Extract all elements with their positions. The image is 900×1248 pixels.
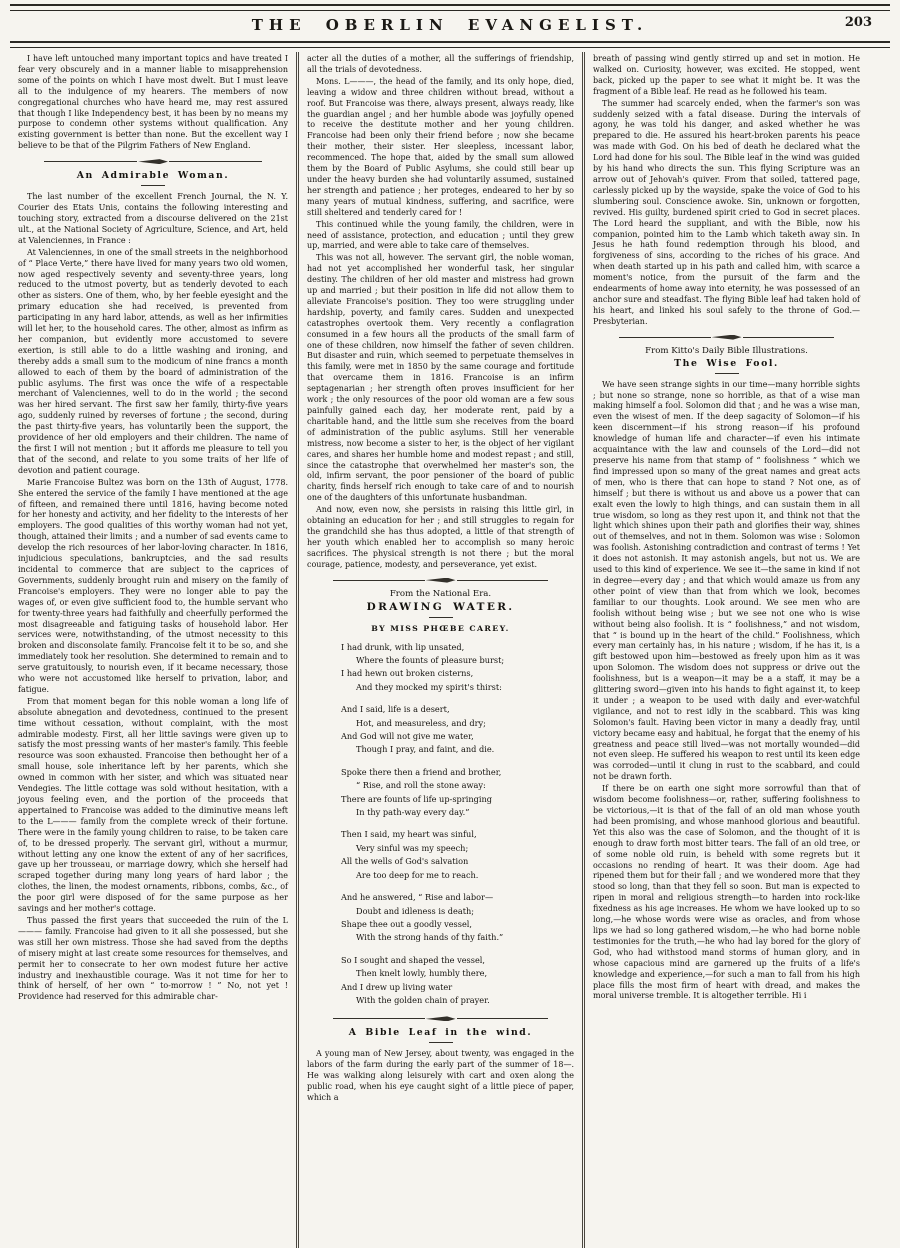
poem-line: Shape thee out a goodly vessel, [341,918,473,929]
title-rule [429,1042,453,1043]
poem-stanza [341,766,574,820]
article-paragraph: The last number of the excellent French Journal, the N. Y. Courier des Etats Unis, contains the following interesting and touching story, extracted from a discourse delivered on the 21st ult., at the National Society of Agriculture, Science, and Art, held at Valenciennes, in France : [18,192,288,245]
divider-line [457,1018,549,1019]
poem-line: With the strong hands of thy faith.” [356,932,504,943]
poem-line: I had hewn out broken cisterns, [341,668,474,679]
poem-line: Hot, and measureless, and dry; [356,717,486,728]
poem-line: In thy path-way every day.” [356,807,470,818]
article-paragraph: And now, even now, she persists in raising this little girl, in obtaining an education for her ; and still struggles to regain for the grandchild she has thus adopted, a little of that strength of her youth which enabled her to accomplish so many heroic sacrifices. The physical strength is not there ; but the moral courage, patience, modesty, and perseverance, yet exist. [307,505,574,569]
poem-line: Then I said, my heart was sinful, [341,829,477,840]
column-2 [296,52,582,1248]
poem-line: So I sought and shaped the vessel, [341,954,486,965]
poem-line: Are too deep for me to reach. [356,869,479,880]
column-layout [10,52,890,1248]
article-paragraph: At Valenciennes, in one of the small streets in the neighborhood of “ Place Verte,” there have lived for many years two old women, now aged respectively seventy and seventy-three years, long reduced to the utmost poverty, but as tenderly devoted to each other as sisters. One of them, who, by her feeble eyesight and the primary education she had received, is prevented from participating in any hard labor, attends, as well as her infirmities will let her, to the household cares. The other, almost as infirm as her companion, but evidently more accustomed to severe exertion, is still able to do a little washing and ironing, and thereby adds a small sum to the modicum of nine francs a month allowed to each of them by the board of administration of the public asylums. The first was once the wife of a respectable merchant of Valenciennes, well to do in the world ; the second was her hired servant. The first saw her family, thirty-five years ago, suddenly ruined by reverses of fortune ; the second, during the past thirty-five years, has voluntarily been the support, the providence of her old employers and their children. The name of the first I will not mention ; but it affords me pleasure to tell you that of the second, and relate to you some traits of her life of devotion and patient courage. [18,247,288,475]
article-paragraph-continuation: acter all the duties of a mother, all the sufferings of friendship, all the trials of devotedness. [307,54,574,74]
divider-line [619,337,711,338]
article-paragraph: A young man of New Jersey, about twenty, was engaged in the labors of the farm during the early part of the summer of 18—. He was walking along leisurely with cart and oxen along the public road, when his eye caught sight of a little piece of paper, which a [307,1049,574,1102]
article-paragraph: Marie Francoise Bultez was born on the 13th of August, 1778. She entered the service of the family I have mentioned at the age of fifteen, and remained there until 1816, having become noted for her honesty and activity, and her fidelity to the interests of her employers. The good qualities of this worthy woman had not yet, though, attained their limits ; and a number of sad events came to develop the rich resources of her labor-loving character. In 1816, injudicious speculations, bankruptcies, and the sad results incidental to commerce that are subject to the caprices of Governments, suddenly brought ruin and misery on the family of Francoise's employers. They were no longer able to pay the wages of, or even give sufficient food to, the humble servant who for twenty-three years had faithfully and cheerfully performed the most disagreeable and fatiguing tasks of household labor. Her services were, notwithstanding, of the utmost necessity to this broken and disconsolate family. Francoise felt it to be so, and she immediately took her resolution. She determined to remain and to serve gratuitously, to nourish even, if it became necessary, those who were not accustomed like herself to privation, labor, and fatigue. [18,477,288,694]
divider-line [333,1018,425,1019]
poem-stanza [341,828,574,882]
poem-line: Then knelt lowly, humbly there, [356,968,488,979]
masthead-bottom-rule [10,41,890,48]
poem-line: I had drunk, with lip unsated, [341,641,465,652]
poem-line: Where the founts of pleasure burst; [356,655,505,665]
poem-line: Doubt and idleness is death; [356,905,475,916]
divider-dart-icon [712,335,742,340]
title-rule [429,617,453,618]
poem-line: And they mocked my spirit's thirst: [356,681,502,692]
poem-line: With the golden chain of prayer. [356,994,490,1005]
section-divider [333,578,548,583]
article-paragraph: From that moment began for this noble woman a long life of absolute abnegation and devotedness, continued to the present time without cessation, without complaint, with the most admirable modesty. First, all her little savings were given up to satisfy the most pressing wants of her master's family. This feeble resource was soon exhausted. Francoise then bethought her of a small house, sole inheritance left by her parents, which she owned in common with her sister, and which was situated near Vendegies. The little cottage was sold without hesitation, with a joyous feeling even, and the portion of the proceeds that appertained to Francoise was added to the diminutive means left to the L——— family from the complete wreck of their fortune. There were in the family young children to raise, to be taken care of, to be dressed properly. The servant girl, without a murmur, without letting any one know the extent of any of her sacrifices, gave up her trousseau, or marriage dowry, which she herself had scraped together during many long years of hard labor ; the clothes, the linen, the modest ornaments, ribbons, combs, &c., of the poor girl were disposed of for the same purpose as her savings and her mother's cottage. [18,696,288,914]
poem-line: Though I pray, and faint, and die. [356,744,495,755]
divider-line [333,580,425,581]
article-paragraph: The summer had scarcely ended, when the farmer's son was suddenly seized with a fatal disease. During the intervals of agony, he was told his danger, and asked whether he was prepared to die. He assured his heart-broken parents his peace was made with God. On his bed of death he declared what the Lord had done for his soul. The Bible leaf in the wind was guided by his hand who directs the sun. This flying Scripture was an arrow out of Jehovah's quiver. From that soiled, tattered page, carlessly picked up by the wayside, spake the voice of God to his slumbering soul. Conscience awoke. Sin, unknown or forgotten, revived. His guilty, burdened spirit cried to God in secret places. The Lord heard the suppliant, and with the Bible, now his companion, pointed him to the Lamb which taketh away sin. In Jesus he hath found redemption through his blood, and forgiveness of sins, according to the riches of his grace. And when death started up in his path and called him, with scarce a moment's notice, from the pursuit of the farm and the endearments of home away into eternity, he was possessed of an anchor sure and steadfast. The flying Bible leaf had taken hold of his heart, and linked his soul safely to the throne of God.— Presbyterian. [593,98,860,326]
article-title-admirable-woman: An Admirable Woman. [76,170,230,182]
poem-line: There are founts of life up-springing [341,793,492,804]
title-rule [141,185,165,186]
page-number: 203 [844,15,872,30]
divider-line [169,161,262,162]
divider-dart-icon [426,1016,456,1021]
article-paragraph: Mons. L———, the head of the family, and its only hope, died, leaving a widow and three children without bread, without a roof. But Francoise was there, always present, always ready, like the guardian angel ; and her humble abode was joyfully opened to receive the destitute mother and her young children. Francoise had been only their friend before ; now she became their mother, their sister. Her sleepless, incessant labor, recommenced. The hope that, aided by the small sum allowed them by the Board of Public Asylums, she could still bear up under the heavy burden she had voluntarily assumed, sustained her strength and patience ; her proteges, endeared to her by so many years of mutual kindness, suffering, and sacrifice, were still sheltered and tenderly cared for ! [307,76,574,217]
divider-dart-icon [426,578,456,583]
poem-line: And I said, life is a desert, [341,704,450,715]
divider-line [457,580,549,581]
poem-line: And I drew up living water [341,981,453,992]
article-paragraph: Thus passed the first years that succeeded the ruin of the L——— family. Francoise had given to it all she possessed, but she was still her own mistress. Those she had saved from the depths of misery might at last create some resources for themselves, and permit her to consecrate to her own modest future her active industry and inexhaustible courage. Was it not time for her to think of herself, of her own “ to-morrow ! ” No, not yet ! Providence had reserved for this admirable char- [18,915,288,1002]
divider-line [743,337,835,338]
poem-title: DRAWING WATER. [366,600,515,613]
poem-stanza [341,891,574,945]
section-divider [619,335,834,340]
poem-stanza [341,954,574,1008]
section-divider [44,159,262,164]
article-paragraph: This continued while the young family, the children, were in need of assistance, protection, and education ; until they grew up, married, and were able to take care of themselves. [307,219,574,251]
poem-source-credit: From the National Era. [389,588,492,599]
poem-byline: BY MISS PHŒBE CAREY. [371,623,510,633]
divider-line [44,161,137,162]
poem-line: Spoke there then a friend and brother, [341,766,502,777]
column-3 [582,52,868,1248]
divider-dart-icon [138,159,168,164]
column-1 [10,52,296,1248]
article-title-wise-fool: The Wise Fool. [674,357,779,369]
article-paragraph: We have seen strange sights in our time—many horrible sights ; but none so strange, none so horrible, as that of a wise man making himself a fool. Solomon did that ; and he was a wise man, even the wisest of men. If the deep sagacity of Solomon—if his keen discernment—if his strong reason—if his profound knowledge of human life and character—if even his intimate acquaintance with the law and counsels of the Lord—did not preserve his name from that stamp of “ foolishness ” which we find impressed upon so many of the great names and great acts of men, who is there that can hope to stand ? Not one, as of himself ; but there is without us and above us a power that can exalt even the lowly to high things, and can sustain them in all true wisdom, so long as they rest upon it, and think not that the light which shines upon their path and glorifies their way, shines out of themselves, and not in them. Solomon was wise : Solomon was foolish. Astonishing contradiction and contrast of terms ! Yet it does not astonish. It may astonish angels, but not us. We are used to this kind of experience. We see it—the same in kind if not in degree—every day ; and that which would amaze us from any other point of view than that from which we look, becomes familiar to our thoughts. Look around. We see men who are foolish without being wise ; but we see not one who is wise without being also foolish. It is “ foolishness,” and not wisdom, that “ is bound up in the heart of the child.” Foolishness, which every man certainly has, in his nature ; wisdom, if he has it, is a gift bestowed upon him—bestowed as freely upon him as it was upon Solomon. The wisdom does not suppress or drive out the foolishness, but is a weapon—it may be a a staff, it may be a glittering sword—given into his hands to fight against it, to keep it under ; a weapon to be used with daily and ever-watchful vigilance, and not to rest idly in the scabbard. This was king Solomon's fault. Having been victor in many a deadly fray, until victory became easy and habitual, he forgat that the enemy of his greatness and peace still lived—was not mortally wounded—did not even sleep. He suffered his weapon to rest until its keen edge was corroded—until it clung in rust to the scabbard, and could not be drawn forth. [593,379,860,782]
poem-line: Very sinful was my speech; [356,842,469,853]
article-source-credit: From Kitto's Daily Bible Illustrations. [645,345,808,356]
poem-line: And he answered, “ Rise and labor— [341,892,494,903]
poem-line: All the wells of God's salvation [341,856,469,867]
poem-line: “ Rise, and roll the stone away: [356,780,486,791]
section-divider [333,1016,548,1021]
article-paragraph: If there be on earth one sight more sorrowful than that of wisdom become foolishness—or, rather, suffering foolishness to be victorious,—it is that of the fall of an old man whose youth had been promising, and whose manhood glorious and beautiful. Yet this also was the case of Solomon, and the thought of it is enough to draw forth most bitter tears. The fall of an old tree, or of some noble old ruin, is beheld with some regrets but it occasions no rending of heart. It was their doom. Age had ripened them but for their fall ; and we wondered more that they stood so long, than that they fell so soon. But man is expected to ripen in moral and religious strength—to harden into rock-like fixedness as his age increases. He whom we have looked up to so long,—he whose words were wise as oracles, and from whose lips we had so long gathered wisdom,—he who had borne noble testimonies for the truth,—he who had lay bored for the glory of God, who had withstood mand storms of human glory, and in whose capacious mind are garnered up the fruits of a life's knowledge and experience,—for such a man to fall from his high place fills the most firm of heart with dread, and makes the moral universe tremble. It is altogether terrible. Hi i [593,784,860,1001]
poem-stanza [341,703,574,757]
poem-line: And God will not give me water, [341,731,474,742]
article-paragraph-continuation: breath of passing wind gently stirred up and set in motion. He walked on. Curiosity, however, was excited. He stopped, went back, picked up the paper to see what it might be. It was the fragment of a Bible leaf. He read as he followed his team. [593,54,860,96]
masthead [10,13,890,39]
poem-stanza [341,641,574,695]
masthead-title: THE OBERLIN EVANGELIST. [251,16,649,34]
masthead-top-rule [10,4,890,11]
article-title-bible-leaf: A Bible Leaf in the wind. [348,1027,533,1039]
poem-drawing-water [341,641,574,1008]
sermon-closing-paragraph: I have left untouched many important topics and have treated I fear very obscurely and in a manner liable to misapprehension some of the points on which I have most dwelt. But I must leave all to the indulgence of my hearers. The members of now congregational churches who have heard me, may rest assured that though I like Independency best, it has been by no means my purpose to condemn other systems without qualification. Any existing government is better than none. But the excellent way I believe to be that of the Pilgrim Fathers of New England. [18,54,288,151]
title-rule [715,373,739,374]
article-paragraph: This was not all, however. The servant girl, the noble woman, had not yet accomplished her wonderful task, her singular destiny. The children of her old master and mistress had grown up and married ; but their position in life did not allow them to alleviate Francoise's position. They too were struggling under hardship, poverty, and family cares. Sudden and unexpected catastrophes overtook them. Very recently a conflagration consumed in a few hours all the products of the small farm of one of these children, now himself the father of seven children. But disaster and ruin, which seemed to perpetuate themselves in this family, were met in 1850 by the same courage and fortitude that overcame them in 1816. Francoise is an infirm septagenarian ; her strength often proves insufficient for her work ; the only resources of the poor old woman are a few sous painfully gained each day, her moderate rent, paid by a charitable hand, and the little sum she receives from the board of administration of the public asylums. Still her venerable mistress, now become a sister to her, is the object of her vigilant cares, and shares her humble home and modest repast ; and still, since the catastrophe that overwhelmed her master's son, the old, infirm servant, the poor pensioner of the board of public charity, finds herself rich enough to take care of and to nourish one of the daughters of this unfortunate husbandman. [307,253,574,503]
